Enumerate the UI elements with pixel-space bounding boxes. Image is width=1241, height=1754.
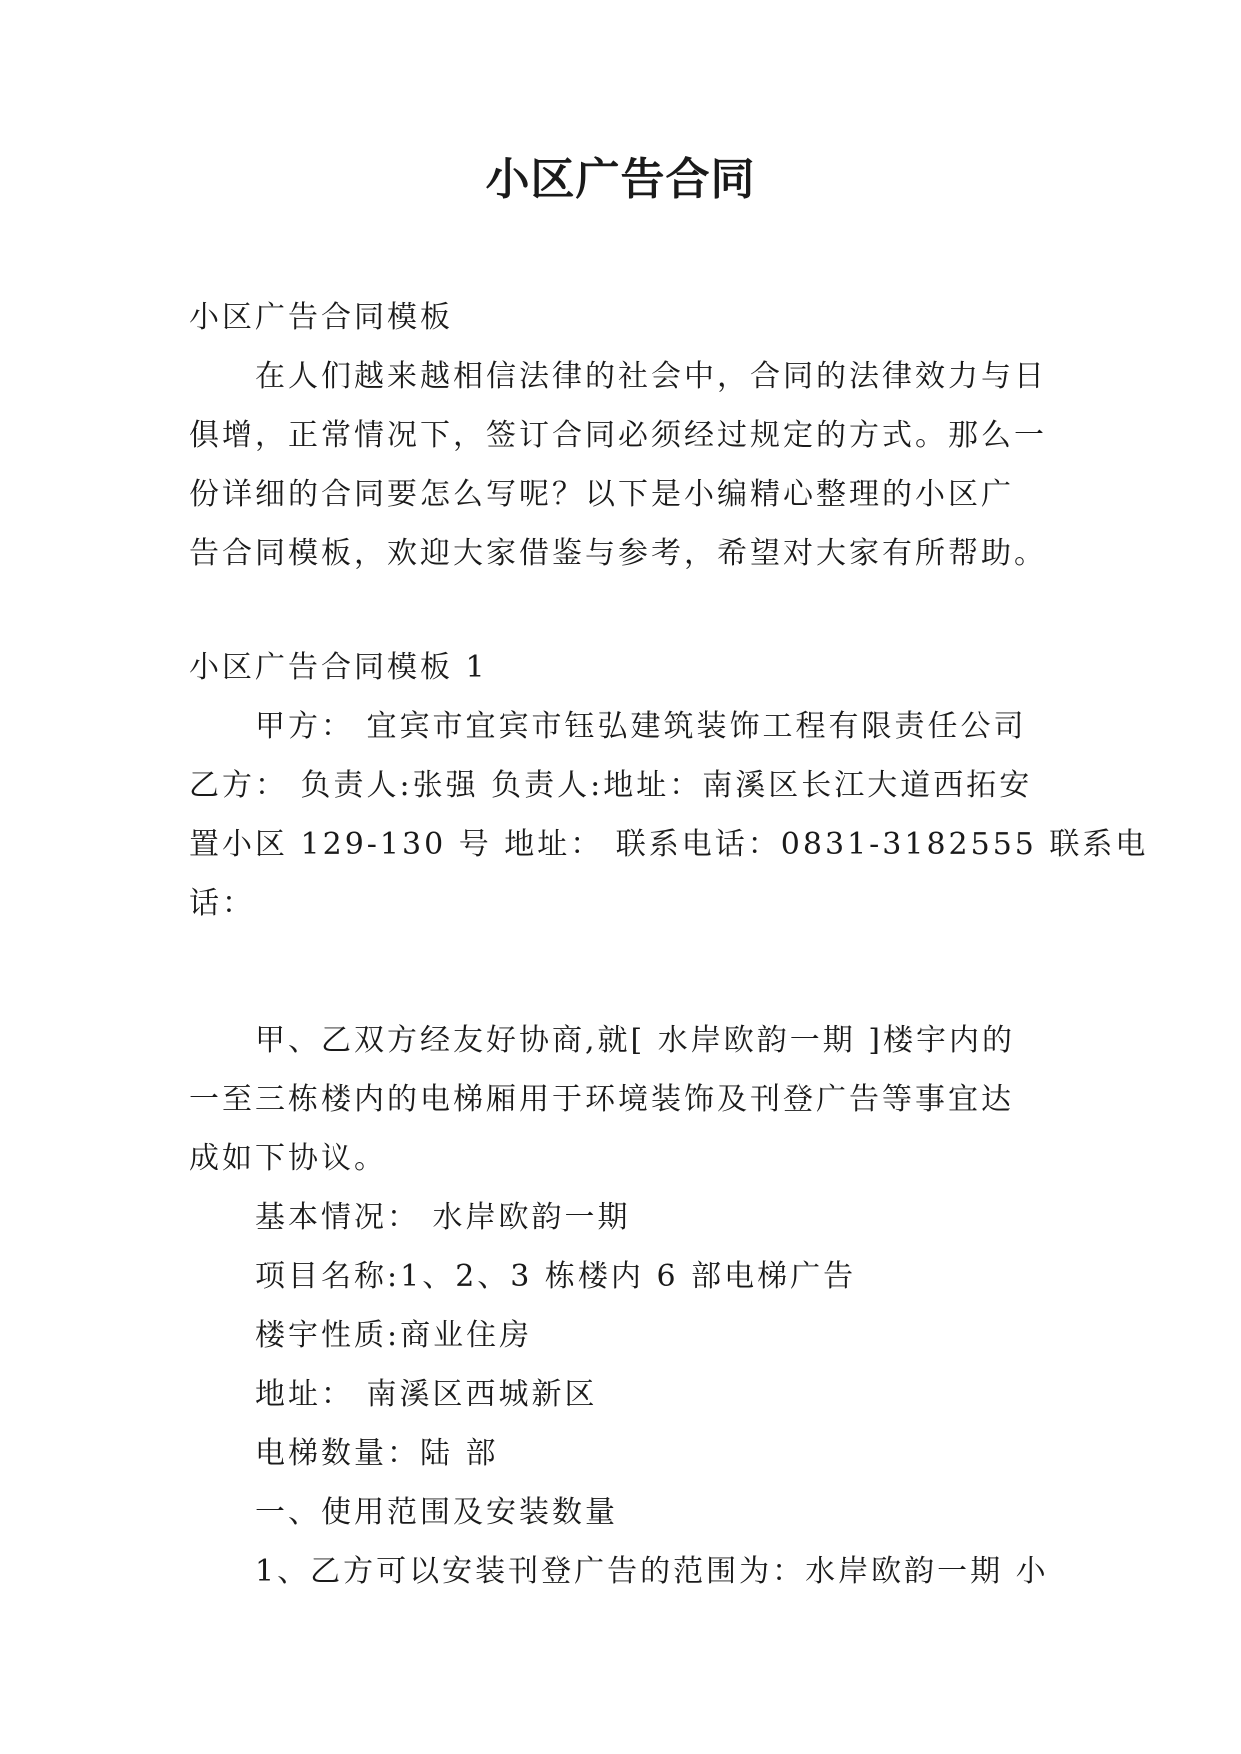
parties-line: 话： bbox=[189, 886, 255, 921]
paragraph-gap bbox=[189, 933, 1061, 1011]
document-subtitle: 小区广告合同模板 bbox=[189, 300, 453, 335]
document-title: 小区广告合同 bbox=[485, 154, 756, 205]
section-heading: 小区广告合同模板 1 bbox=[189, 650, 488, 685]
basics-line: 1、乙方可以安装刊登广告的范围为：水岸欧韵一期 小 bbox=[255, 1554, 1049, 1589]
agreement-line: 甲、乙双方经友好协商,就[ 水岸欧韵一期 ]楼宇内的 bbox=[255, 1023, 1016, 1058]
intro-line: 在人们越来越相信法律的社会中，合同的法律效力与日 bbox=[255, 359, 1047, 394]
parties-line: 置小区 129-130 号 地址： 联系电话：0831-3182555 联系电 bbox=[189, 827, 1149, 862]
basics-line: 楼宇性质:商业住房 bbox=[255, 1318, 533, 1353]
basics-line: 地址： 南溪区西城新区 bbox=[255, 1377, 598, 1412]
intro-line: 告合同模板，欢迎大家借鉴与参考，希望对大家有所帮助。 bbox=[189, 536, 1047, 571]
parties-line: 甲方： 宜宾市宜宾市钰弘建筑装饰工程有限责任公司 bbox=[255, 709, 1027, 744]
document-body bbox=[189, 288, 1149, 1601]
basics-line: 一、使用范围及安装数量 bbox=[255, 1495, 618, 1530]
basics-line: 基本情况： 水岸欧韵一期 bbox=[255, 1200, 631, 1235]
parties-line: 乙方： 负责人:张强 负责人:地址：南溪区长江大道西拓安 bbox=[189, 768, 1033, 803]
agreement-line: 一至三栋楼内的电梯厢用于环境装饰及刊登广告等事宜达 bbox=[189, 1082, 1014, 1117]
intro-line: 份详细的合同要怎么写呢？以下是小编精心整理的小区广 bbox=[189, 477, 1014, 512]
paragraph-gap bbox=[189, 583, 1061, 638]
basics-line: 电梯数量：陆 部 bbox=[255, 1436, 499, 1471]
basics-line: 项目名称:1、2、3 栋楼内 6 部电梯广告 bbox=[255, 1259, 857, 1294]
agreement-line: 成如下协议。 bbox=[189, 1141, 387, 1176]
intro-line: 俱增，正常情况下，签订合同必须经过规定的方式。那么一 bbox=[189, 418, 1047, 453]
